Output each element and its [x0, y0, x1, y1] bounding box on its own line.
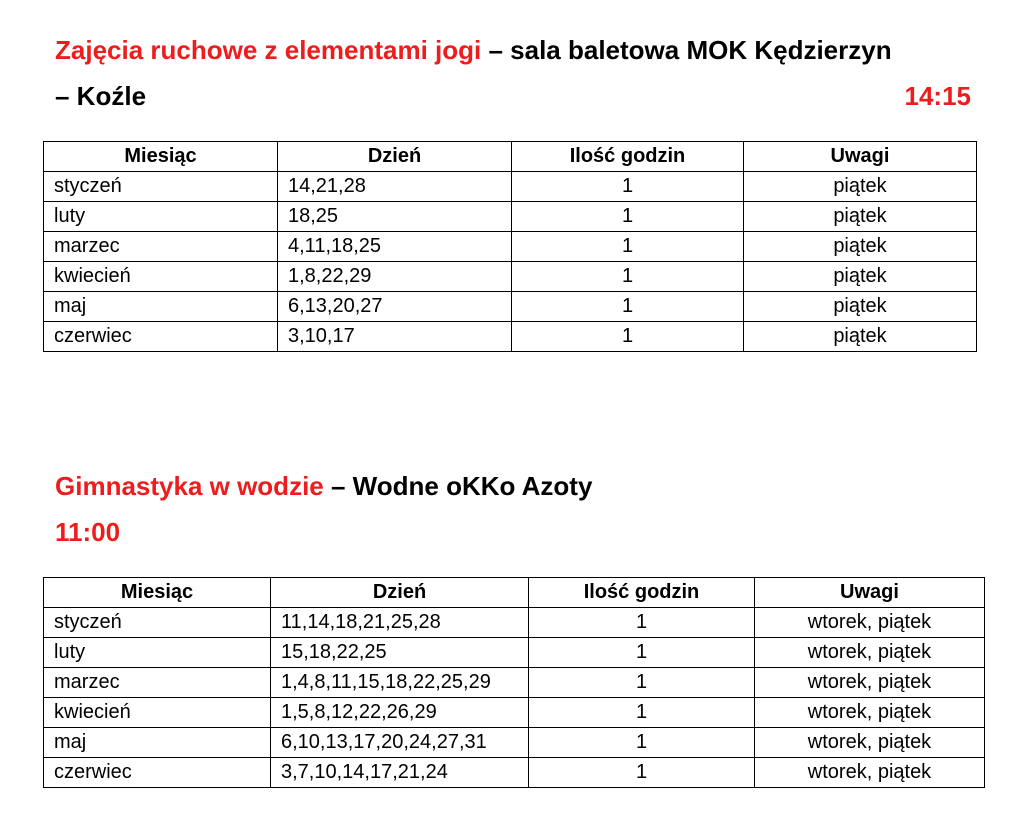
cell-hours: 1 — [512, 292, 744, 322]
cell-month: czerwiec — [44, 758, 271, 788]
column-header-notes: Uwagi — [755, 578, 985, 608]
cell-month: marzec — [44, 668, 271, 698]
cell-notes: wtorek, piątek — [755, 698, 985, 728]
section-1-time: 14:15 — [904, 81, 971, 111]
cell-hours: 1 — [529, 608, 755, 638]
section-2-title-location: Wodne oKKo Azoty — [352, 471, 593, 501]
cell-notes: piątek — [744, 322, 977, 352]
cell-notes: wtorek, piątek — [755, 608, 985, 638]
column-header-day: Dzień — [271, 578, 529, 608]
table-row — [44, 728, 985, 758]
cell-days: 3,10,17 — [278, 322, 512, 352]
cell-month: kwiecień — [44, 262, 278, 292]
table-row — [44, 262, 977, 292]
cell-month: czerwiec — [44, 322, 278, 352]
table-header-row — [44, 142, 977, 172]
cell-hours: 1 — [529, 758, 755, 788]
table-row — [44, 638, 985, 668]
cell-days: 1,8,22,29 — [278, 262, 512, 292]
table-row — [44, 232, 977, 262]
cell-days: 1,4,8,11,15,18,22,25,29 — [271, 668, 529, 698]
section-2-time: 11:00 — [55, 517, 121, 547]
cell-days: 11,14,18,21,25,28 — [271, 608, 529, 638]
section-1-schedule-table — [43, 141, 977, 352]
cell-month: luty — [44, 202, 278, 232]
section-1-title-continued — [55, 81, 971, 111]
section-1-title-location-continued: – Koźle — [55, 81, 147, 111]
column-header-day: Dzień — [278, 142, 512, 172]
cell-days: 14,21,28 — [278, 172, 512, 202]
cell-days: 6,10,13,17,20,24,27,31 — [271, 728, 529, 758]
column-header-month: Miesiąc — [44, 578, 271, 608]
section-1-title — [55, 35, 892, 65]
column-header-hours: Ilość godzin — [512, 142, 744, 172]
cell-days: 4,11,18,25 — [278, 232, 512, 262]
cell-notes: wtorek, piątek — [755, 758, 985, 788]
cell-days: 15,18,22,25 — [271, 638, 529, 668]
cell-hours: 1 — [512, 322, 744, 352]
table-row — [44, 698, 985, 728]
table-row — [44, 322, 977, 352]
table-header-row — [44, 578, 985, 608]
cell-month: maj — [44, 728, 271, 758]
cell-notes: piątek — [744, 292, 977, 322]
table-row — [44, 608, 985, 638]
cell-notes: piątek — [744, 262, 977, 292]
cell-month: maj — [44, 292, 278, 322]
cell-hours: 1 — [529, 668, 755, 698]
cell-hours: 1 — [529, 698, 755, 728]
cell-days: 18,25 — [278, 202, 512, 232]
cell-notes: wtorek, piątek — [755, 668, 985, 698]
cell-month: styczeń — [44, 172, 278, 202]
table-row — [44, 202, 977, 232]
cell-month: marzec — [44, 232, 278, 262]
column-header-month: Miesiąc — [44, 142, 278, 172]
cell-month: luty — [44, 638, 271, 668]
cell-notes: wtorek, piątek — [755, 728, 985, 758]
cell-notes: piątek — [744, 232, 977, 262]
cell-hours: 1 — [529, 728, 755, 758]
table-row — [44, 172, 977, 202]
section-1-title-location: – sala baletowa MOK Kędzierzyn — [481, 35, 892, 65]
section-2-title-activity: Gimnastyka w wodzie — [55, 471, 324, 501]
cell-hours: 1 — [512, 172, 744, 202]
cell-notes: piątek — [744, 172, 977, 202]
cell-hours: 1 — [529, 638, 755, 668]
cell-month: styczeń — [44, 608, 271, 638]
cell-days: 1,5,8,12,22,26,29 — [271, 698, 529, 728]
cell-notes: wtorek, piątek — [755, 638, 985, 668]
cell-days: 3,7,10,14,17,21,24 — [271, 758, 529, 788]
column-header-notes: Uwagi — [744, 142, 977, 172]
cell-days: 6,13,20,27 — [278, 292, 512, 322]
section-2-title — [55, 471, 592, 501]
table-row — [44, 668, 985, 698]
section-2-title-dash: – — [323, 471, 353, 501]
table-row — [44, 292, 977, 322]
cell-hours: 1 — [512, 232, 744, 262]
cell-hours: 1 — [512, 202, 744, 232]
column-header-hours: Ilość godzin — [529, 578, 755, 608]
cell-month: kwiecień — [44, 698, 271, 728]
cell-notes: piątek — [744, 202, 977, 232]
section-2-schedule-table — [43, 577, 985, 788]
cell-hours: 1 — [512, 262, 744, 292]
section-1-title-activity: Zajęcia ruchowe z elementami jogi — [55, 35, 482, 65]
table-row — [44, 758, 985, 788]
